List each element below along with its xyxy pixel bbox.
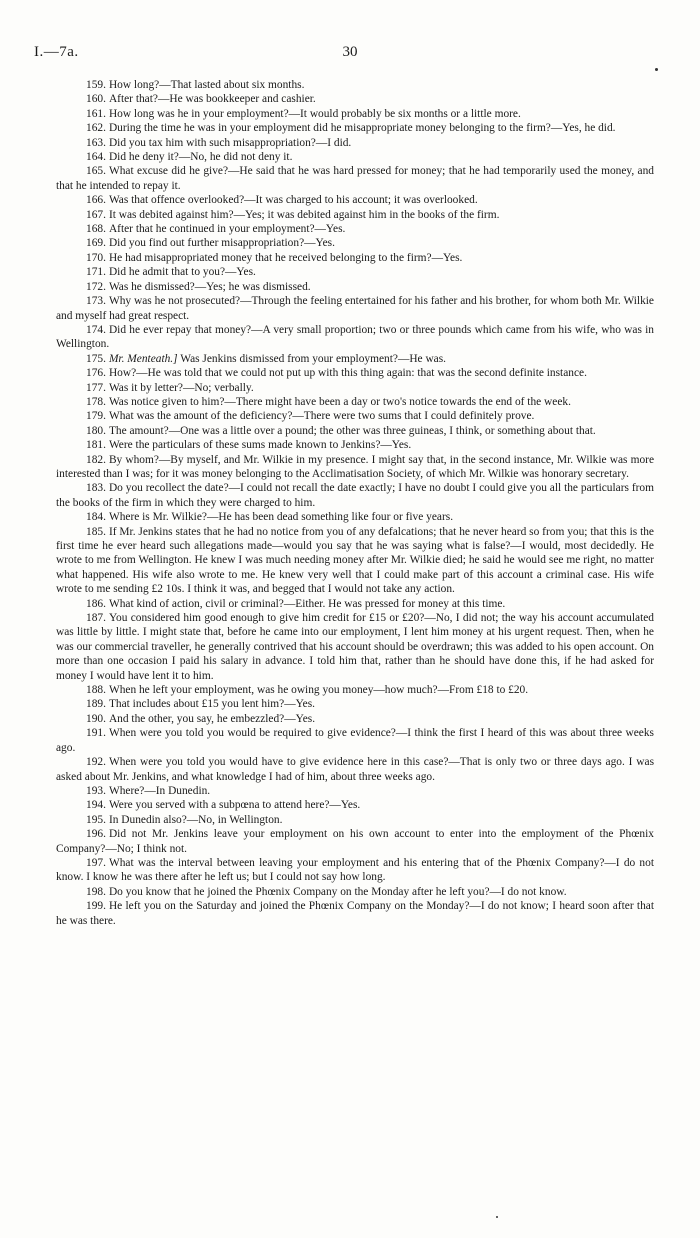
question-answer-paragraph [56,697,654,711]
question-answer-paragraph [56,121,654,135]
question-number: 186. [86,597,106,610]
question-answer-text: After that he continued in your employment?—Yes. [108,223,346,236]
page-number: 30 [342,44,358,60]
question-number: 170. [86,251,106,264]
print-speck [496,1216,498,1218]
question-number: 176. [86,367,106,380]
question-answer-paragraph [56,409,654,423]
question-answer-text: It was debited against him?—Yes; it was debited against him in the books of the firm. [108,208,500,221]
question-answer-text: Were the particulars of these sums made known to Jenkins?—Yes. [108,439,412,452]
question-answer-text: During the time he was in your employment did he misappropriate money belonging to the firm?—Yes, he did. [108,122,616,135]
question-answer-paragraph [56,798,654,812]
question-answer-paragraph [56,683,654,697]
question-number: 168. [86,223,106,236]
question-answer-text: What excuse did he give?—He said that he was hard pressed for money; that he had temporarily used the money, and that he intended to repay it. [56,165,654,192]
page-header [34,44,666,64]
question-number: 187. [86,612,106,625]
question-number: 169. [86,237,106,250]
question-answer-paragraph [56,294,654,323]
question-answer-paragraph [56,366,654,380]
question-number: 193. [86,784,106,797]
question-answer-text: Did you find out further misappropriation?—Yes. [108,237,335,250]
question-number: 190. [86,712,106,725]
question-answer-paragraph [56,712,654,726]
question-number: 163. [86,136,106,149]
question-answer-paragraph [56,424,654,438]
question-answer-paragraph [56,193,654,207]
question-answer-text: Was notice given to him?—There might have been a day or two's notice towards the end of the week. [108,395,571,408]
question-answer-text: Was it by letter?—No; verbally. [108,381,254,394]
question-answer-paragraph [56,208,654,222]
question-answer-text: He left you on the Saturday and joined the Phœnix Company on the Monday?—I do not know; I heard soon after that he was there. [56,900,654,927]
question-answer-text: He had misappropriated money that he received belonging to the firm?—Yes. [108,251,463,264]
question-answer-text: Why was he not prosecuted?—Through the feeling entertained for his father and his brother, for whom both Mr. Wilkie and myself had great respect. [56,295,654,322]
question-number: 185. [86,525,106,538]
speaker-label: Mr. Menteath.] [108,352,178,365]
question-answer-text: That includes about £15 you lent him?—Yes. [108,698,316,711]
question-number: 192. [86,756,106,769]
question-answer-text: You considered him good enough to give him credit for £15 or £20?—No, I did not; the way his account accumulated was little by little. I might state that, before he came into our employment, I lent him money at his urgent request. Then, when he was our commercial traveller, he generally contrived that his account should be overdrawn; this was added to his open account. On more than one occasion I paid his salary in advance. I told him that, rather than he should have done this, if he had asked for money I would have lent it to him. [56,612,654,682]
question-number: 172. [86,280,106,293]
question-answer-paragraph [56,280,654,294]
print-speck [655,68,658,71]
question-answer-text: What was the amount of the deficiency?—There were two sums that I could definitely prove. [108,410,535,423]
question-answer-paragraph [56,323,654,352]
question-answer-paragraph [56,251,654,265]
question-answer-text: In Dunedin also?—No, in Wellington. [108,813,283,826]
question-number: 188. [86,684,106,697]
question-answer-text: And the other, you say, he embezzled?—Yes. [108,712,316,725]
question-answer-text: When were you told you would have to give evidence here in this case?—That is only two or three days ago. I was asked about Mr. Jenkins, and what knowledge I had of him, about three weeks ago. [56,756,654,783]
question-number: 171. [86,266,106,279]
question-number: 159. [86,79,106,91]
question-answer-text: Was that offence overlooked?—It was charged to his account; it was overlooked. [108,194,478,207]
question-answer-paragraph [56,352,654,366]
question-answer-text: Did you tax him with such misappropriation?—I did. [108,136,352,149]
question-answer-paragraph [56,381,654,395]
question-answer-text: What was the interval between leaving your employment and his entering that of the Phœnix Company?—I do not know. I know he was there after he left us; but I could not say how long. [56,856,654,884]
question-number: 184. [86,511,106,524]
question-number: 179. [86,410,106,423]
question-answer-text: How long?—That lasted about six months. [108,79,305,91]
question-answer-text: Did he admit that to you?—Yes. [108,266,256,279]
question-number: 189. [86,698,106,711]
question-answer-paragraph [56,150,654,164]
question-answer-paragraph [56,136,654,150]
question-answer-paragraph [56,395,654,409]
question-answer-text: What kind of action, civil or criminal?—Either. He was pressed for money at this time. [108,597,506,610]
question-answer-paragraph [56,481,654,510]
question-number: 175. [86,352,106,365]
question-answer-text: Did not Mr. Jenkins leave your employment on his own account to enter into the employment of the Phœnix Company?—No; I think not. [56,828,654,855]
question-answer-paragraph [56,856,654,885]
question-number: 180. [86,424,106,437]
question-answer-paragraph [56,813,654,827]
question-number: 164. [86,151,106,164]
question-answer-paragraph [56,78,654,92]
question-number: 174. [86,323,106,336]
question-answer-paragraph [56,453,654,482]
question-answer-text: Did he deny it?—No, he did not deny it. [108,151,293,164]
question-number: 197. [86,856,106,869]
question-number: 183. [86,482,106,495]
question-answer-text: Do you recollect the date?—I could not recall the date exactly; I have no doubt I could give you all the particulars from the books of the firm in which they were charged to him. [56,482,654,509]
question-answer-text: Was Jenkins dismissed from your employment?—He was. [180,352,447,365]
question-answer-text: How long was he in your employment?—It would probably be six months or a little more. [108,107,521,120]
question-number: 195. [86,813,106,826]
question-answer-text: After that?—He was bookkeeper and cashier. [108,93,316,106]
question-number: 166. [86,194,106,207]
evidence-text [56,78,654,928]
question-answer-paragraph [56,726,654,755]
question-answer-paragraph [56,597,654,611]
question-number: 165. [86,165,106,178]
question-answer-paragraph [56,827,654,856]
question-number: 182. [86,453,106,466]
question-answer-text: When he left your employment, was he owing you money—how much?—From £18 to £20. [108,684,529,697]
question-answer-text: Where?—In Dunedin. [108,784,211,797]
question-answer-text: How?—He was told that we could not put up with this thing again: that was the second definite instance. [108,367,587,380]
question-answer-text: Where is Mr. Wilkie?—He has been dead something like four or five years. [108,511,454,524]
question-answer-text: If Mr. Jenkins states that he had no notice from you of any defalcations; that he never heard so from you; that this is the first time he ever heard such allegations made—would you say that he was saying what is false?—I would, most decidedly. He wrote to me from Wellington. He knew I was much needing money after Mr. Wilkie died; he said he would see me right, no matter what happened. His wife also wrote to me. He knew very well that I could make part of this account a criminal case. His wife wrote to me sending £2 10s. I think it was, and begged that I would not take any action. [56,525,654,596]
question-answer-paragraph [56,438,654,452]
question-answer-paragraph [56,92,654,106]
question-answer-text: Do you know that he joined the Phœnix Company on the Monday after he left you?—I do not know. [108,885,567,898]
question-answer-paragraph [56,525,654,597]
question-answer-paragraph [56,885,654,899]
question-answer-text: Did he ever repay that money?—A very small proportion; two or three pounds which came from his wife, who was in Wellington. [56,323,654,351]
question-answer-paragraph [56,222,654,236]
question-answer-text: Was he dismissed?—Yes; he was dismissed. [108,280,311,293]
question-number: 177. [86,381,106,394]
question-number: 199. [86,900,106,913]
question-answer-text: When were you told you would be required to give evidence?—I think the first I heard of this was about three weeks ago. [56,727,654,754]
question-number: 198. [86,885,106,898]
question-number: 162. [86,122,106,135]
question-number: 191. [86,727,106,740]
question-answer-paragraph [56,611,654,683]
question-answer-paragraph [56,755,654,784]
question-number: 167. [86,208,106,221]
question-answer-paragraph [56,784,654,798]
question-number: 161. [86,107,106,120]
question-number: 181. [86,439,106,452]
question-answer-paragraph [56,265,654,279]
question-number: 194. [86,799,106,812]
document-reference: I.—7a. [34,44,79,60]
question-answer-text: Were you served with a subpœna to attend here?—Yes. [108,799,361,812]
question-number: 160. [86,93,106,106]
question-answer-paragraph [56,236,654,250]
question-number: 173. [86,295,106,308]
question-answer-paragraph [56,164,654,193]
question-number: 196. [86,828,106,841]
question-answer-paragraph [56,510,654,524]
question-answer-paragraph [56,899,654,928]
question-answer-text: The amount?—One was a little over a pound; the other was three guineas, I think, or something about that. [108,424,596,437]
question-answer-paragraph [56,107,654,121]
question-number: 178. [86,395,106,408]
question-answer-text: By whom?—By myself, and Mr. Wilkie in my presence. I might say that, in the second instance, Mr. Wilkie was more interested than I was; for it was money belonging to the Acclimatisation Society, of which Mr. Wilkie was honorary secretary. [56,453,654,480]
